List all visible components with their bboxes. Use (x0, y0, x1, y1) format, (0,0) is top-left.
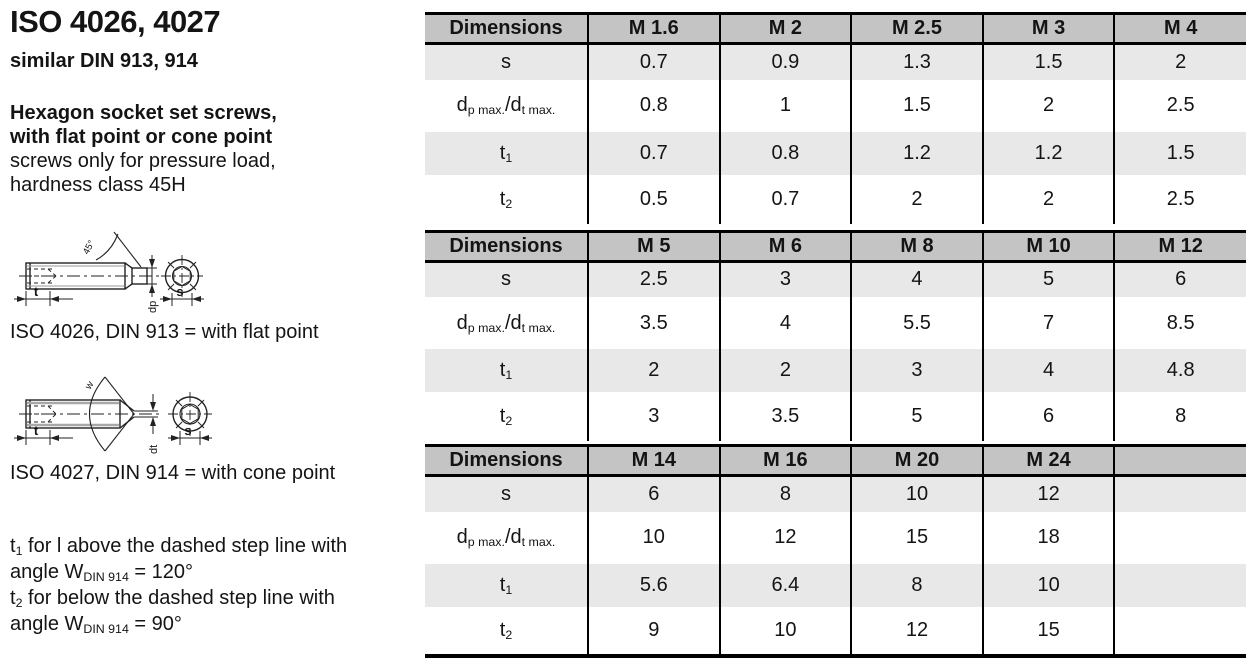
size-header-cell: M 4 (1114, 14, 1246, 44)
dimension-value-cell: 0.7 (588, 132, 720, 175)
dimension-value-cell: 10 (720, 607, 852, 656)
dimensions-header-cell: Dimensions (425, 446, 588, 476)
table-row (425, 512, 1246, 564)
dimension-value-cell: 3 (588, 392, 720, 441)
dimension-value-cell (1114, 607, 1246, 656)
cone-point-drawing (10, 350, 226, 460)
dim-label-t: t (33, 423, 39, 438)
dimension-value-cell: 6 (588, 476, 720, 512)
description-line: hardness class 45H (10, 174, 186, 196)
footnote-line: $t_1$ for l above the dashed step line with (10, 535, 348, 559)
dimension-value-cell: 2.5 (1114, 175, 1246, 224)
dimension-value-cell: 0.8 (588, 80, 720, 132)
dimension-value-cell: 3 (851, 349, 983, 392)
size-header-cell: M 14 (588, 446, 720, 476)
dimension-value-cell: 8 (1114, 392, 1246, 441)
dimension-value-cell: 6.4 (720, 564, 852, 607)
dimension-value-cell: 2 (720, 349, 852, 392)
dimension-value-cell: 4 (983, 349, 1115, 392)
dimension-value-cell: 15 (851, 512, 983, 564)
dimension-value-cell: 7 (983, 297, 1115, 349)
footnote-line: angle $W_{DIN 914} = 90^\circ$ (10, 613, 182, 637)
row-label: s (501, 268, 511, 291)
row-label: $d_{p max.}/d_{t max.}$ (456, 311, 556, 335)
dimension-value-cell (1114, 512, 1246, 564)
dimension-value-cell: 1.5 (983, 44, 1115, 80)
dimension-value-cell: 9 (588, 607, 720, 656)
dimension-value-cell: 10 (983, 564, 1115, 607)
table-row (425, 476, 1246, 512)
left-column (10, 0, 420, 670)
dimensions-header-cell: Dimensions (425, 231, 588, 261)
dimension-value-cell: 10 (851, 476, 983, 512)
dimension-value-cell: 10 (588, 512, 720, 564)
dimension-value-cell: 12 (720, 512, 852, 564)
flat-point-caption: ISO 4026, DIN 913 = with flat point (10, 321, 319, 343)
dimension-value-cell: 3.5 (720, 392, 852, 441)
cone-point-caption: ISO 4027, DIN 914 = with cone point (10, 462, 336, 484)
dimension-value-cell: 12 (851, 607, 983, 656)
dimension-value-cell: 6 (1114, 261, 1246, 297)
row-label: $d_{p max.}/d_{t max.}$ (456, 94, 556, 118)
row-label: $t_1$ (499, 573, 513, 597)
table-row (425, 297, 1246, 349)
dimension-value-cell: 2 (588, 349, 720, 392)
description-line: with flat point or cone point (10, 126, 273, 148)
dimension-value-cell: 5 (851, 392, 983, 441)
dimension-value-cell: 6 (983, 392, 1115, 441)
dimension-value-cell (1114, 564, 1246, 607)
row-label: $t_2$ (499, 405, 513, 429)
size-header-cell: M 8 (851, 231, 983, 261)
table-row (425, 607, 1246, 656)
table-row (425, 80, 1246, 132)
size-header-cell (1114, 446, 1246, 476)
dimension-value-cell: 3 (720, 261, 852, 297)
footnote-line: $t_2$ for below the dashed step line with (10, 587, 335, 611)
dimension-value-cell: 12 (983, 476, 1115, 512)
angle-label-w: w (83, 379, 97, 392)
dimension-value-cell: 1.3 (851, 44, 983, 80)
dimension-value-cell: 2 (983, 175, 1115, 224)
dim-label-s: s (176, 284, 184, 299)
dimensions-header-cell: Dimensions (425, 14, 588, 44)
table-row (425, 261, 1246, 297)
dimension-value-cell: 5.6 (588, 564, 720, 607)
dimension-value-cell: 0.9 (720, 44, 852, 80)
dimension-value-cell: 0.8 (720, 132, 852, 175)
dimension-value-cell (1114, 476, 1246, 512)
size-header-cell: M 2.5 (851, 14, 983, 44)
size-header-cell: M 20 (851, 446, 983, 476)
table-row (425, 132, 1246, 175)
size-header-cell: M 10 (983, 231, 1115, 261)
dimension-value-cell: 8 (720, 476, 852, 512)
size-header-cell: M 3 (983, 14, 1115, 44)
size-header-cell: M 5 (588, 231, 720, 261)
dim-label-dp: dp (147, 300, 159, 313)
description-line: screws only for pressure load, (10, 150, 276, 172)
dimension-value-cell: 1.5 (1114, 132, 1246, 175)
dimensions-table-m5-m12 (425, 230, 1246, 442)
dimension-value-cell: 5.5 (851, 297, 983, 349)
table-row (425, 564, 1246, 607)
size-header-cell: M 6 (720, 231, 852, 261)
page-title: ISO 4026, 4027 (10, 4, 221, 39)
dimension-value-cell: 8 (851, 564, 983, 607)
dimension-value-cell: 18 (983, 512, 1115, 564)
row-label: s (501, 482, 511, 505)
table-row (425, 175, 1246, 224)
header-row (425, 446, 1246, 476)
dimension-value-cell: 0.7 (720, 175, 852, 224)
flat-point-drawing (10, 227, 222, 319)
description-line: Hexagon socket set screws, (10, 102, 277, 124)
footnote-line: angle $W_{DIN 914} = 120^\circ$ (10, 561, 194, 585)
dimension-value-cell: 4 (720, 297, 852, 349)
dimension-value-cell: 0.7 (588, 44, 720, 80)
row-label: s (501, 50, 511, 73)
size-header-cell: M 12 (1114, 231, 1246, 261)
header-row (425, 14, 1246, 44)
dimension-value-cell: 2 (851, 175, 983, 224)
dimensions-table-m1.6-m4 (425, 12, 1246, 224)
dim-label-t: t (33, 284, 39, 299)
dimension-value-cell: 2 (983, 80, 1115, 132)
dimension-value-cell: 2.5 (588, 261, 720, 297)
row-label: $t_1$ (499, 141, 513, 165)
product-description (10, 101, 277, 197)
table-row (425, 44, 1246, 80)
row-label: $t_2$ (499, 618, 513, 642)
dimension-value-cell: 15 (983, 607, 1115, 656)
size-header-cell: M 24 (983, 446, 1115, 476)
dim-label-dt: dt (148, 444, 160, 454)
size-header-cell: M 1.6 (588, 14, 720, 44)
dimension-value-cell: 3.5 (588, 297, 720, 349)
size-header-cell: M 2 (720, 14, 852, 44)
dimension-value-cell: 4.8 (1114, 349, 1246, 392)
dimension-value-cell: 1 (720, 80, 852, 132)
header-row (425, 231, 1246, 261)
row-label: $t_2$ (499, 187, 513, 211)
dimension-value-cell: 4 (851, 261, 983, 297)
dimension-value-cell: 2.5 (1114, 80, 1246, 132)
row-label: $t_1$ (499, 359, 513, 383)
footnote (10, 533, 410, 637)
dimension-value-cell: 1.5 (851, 80, 983, 132)
dimension-value-cell: 5 (983, 261, 1115, 297)
table-row (425, 392, 1246, 441)
dimension-value-cell: 8.5 (1114, 297, 1246, 349)
table-row (425, 349, 1246, 392)
size-header-cell: M 16 (720, 446, 852, 476)
angle-label-45: 45° (80, 238, 98, 257)
dimension-value-cell: 1.2 (983, 132, 1115, 175)
dimensions-table-m14-m24 (425, 444, 1246, 658)
row-label: $d_{p max.}/d_{t max.}$ (456, 526, 556, 550)
page-subtitle: similar DIN 913, 914 (10, 50, 198, 72)
dimension-value-cell: 1.2 (851, 132, 983, 175)
dimension-value-cell: 0.5 (588, 175, 720, 224)
dimension-value-cell: 2 (1114, 44, 1246, 80)
dim-label-s: s (184, 423, 192, 438)
dimension-tables (425, 12, 1246, 658)
